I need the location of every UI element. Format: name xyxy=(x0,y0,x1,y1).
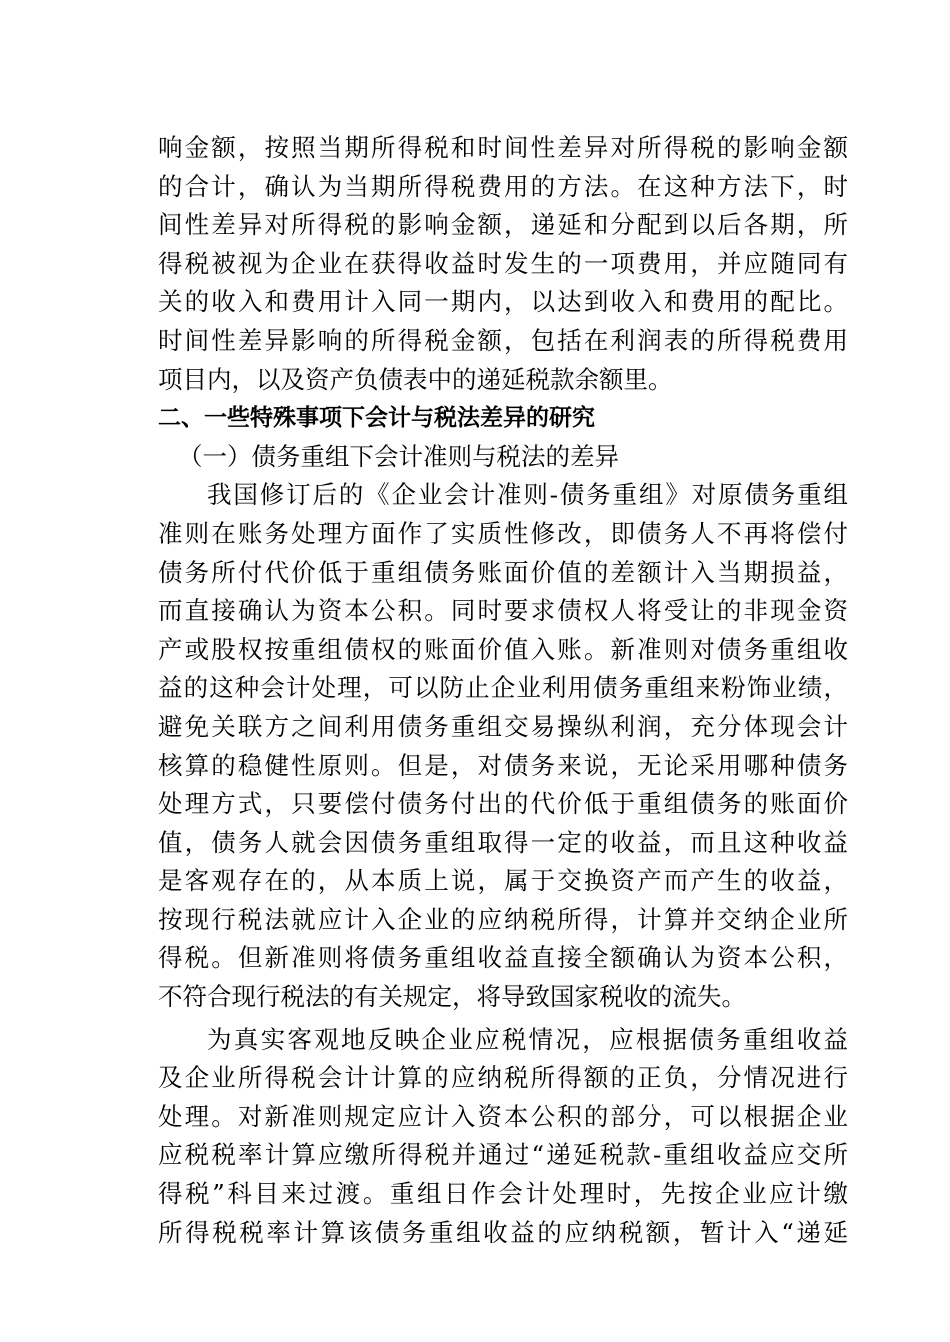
text-line: 的合计，确认为当期所得税费用的方法。在这种方法下，时 xyxy=(158,171,848,201)
text-line: 值，债务人就会因债务重组取得一定的收益，而且这种收益 xyxy=(158,827,848,857)
subsection-heading: （一）债务重组下会计准则与税法的差异 xyxy=(178,441,619,471)
text-line: 债务所付代价低于重组债务账面价值的差额计入当期损益， xyxy=(158,557,848,587)
text-line: 得税被视为企业在获得收益时发生的一项费用，并应随同有 xyxy=(158,248,848,278)
text-line: 及企业所得税会计计算的应纳税所得额的正负，分情况进行 xyxy=(158,1063,848,1093)
text-line: 按现行税法就应计入企业的应纳税所得，计算并交纳企业所 xyxy=(158,904,848,934)
text-line: 准则在账务处理方面作了实质性修改，即债务人不再将偿付 xyxy=(158,518,848,548)
text-line: 时间性差异影响的所得税金额，包括在利润表的所得税费用 xyxy=(158,325,848,355)
text-line: 间性差异对所得税的影响金额，递延和分配到以后各期，所 xyxy=(158,210,848,240)
paragraph-3 xyxy=(158,1021,848,1253)
text-line: 应税税率计算应缴所得税并通过“递延税款-重组收益应交所 xyxy=(158,1140,848,1170)
text-line: 得税”科目来过渡。重组日作会计处理时，先按企业应计缴 xyxy=(158,1179,848,1209)
text-line: 处理方式，只要偿付债务付出的代价低于重组债务的账面价 xyxy=(158,789,848,819)
text-line: 是客观存在的，从本质上说，属于交换资产而产生的收益， xyxy=(158,866,848,896)
text-line: 关的收入和费用计入同一期内，以达到收入和费用的配比。 xyxy=(158,287,848,317)
text-line: 项目内，以及资产负债表中的递延税款余额里。 xyxy=(158,364,673,394)
text-line: 益的这种会计处理，可以防止企业利用债务重组来粉饰业绩， xyxy=(158,673,848,703)
text-line: 响金额，按照当期所得税和时间性差异对所得税的影响金额 xyxy=(158,133,848,162)
section-heading: 二、一些特殊事项下会计与税法差异的研究 xyxy=(158,405,595,432)
text-line: 所得税税率计算该债务重组收益的应纳税额，暂计入“递延 xyxy=(158,1217,848,1247)
text-line: 为真实客观地反映企业应税情况，应根据债务重组收益 xyxy=(207,1024,848,1054)
paragraph-2 xyxy=(158,476,848,1016)
text-line: 核算的稳健性原则。但是，对债务来说，无论采用哪种债务 xyxy=(158,750,848,780)
text-line: 不符合现行税法的有关规定，将导致国家税收的流失。 xyxy=(158,982,746,1012)
document-body xyxy=(158,129,848,1252)
text-line: 我国修订后的《企业会计准则-债务重组》对原债务重组 xyxy=(207,480,848,510)
text-line: 而直接确认为资本公积。同时要求债权人将受让的非现金资 xyxy=(158,596,848,626)
text-line: 得税。但新准则将债务重组收益直接全额确认为资本公积， xyxy=(158,943,848,973)
text-line: 产或股权按重组债权的账面价值入账。新准则对债务重组收 xyxy=(158,634,848,664)
paragraph-1 xyxy=(158,129,848,399)
text-line: 处理。对新准则规定应计入资本公积的部分，可以根据企业 xyxy=(158,1101,848,1131)
text-line: 避免关联方之间利用债务重组交易操纵利润，充分体现会计 xyxy=(158,711,848,741)
